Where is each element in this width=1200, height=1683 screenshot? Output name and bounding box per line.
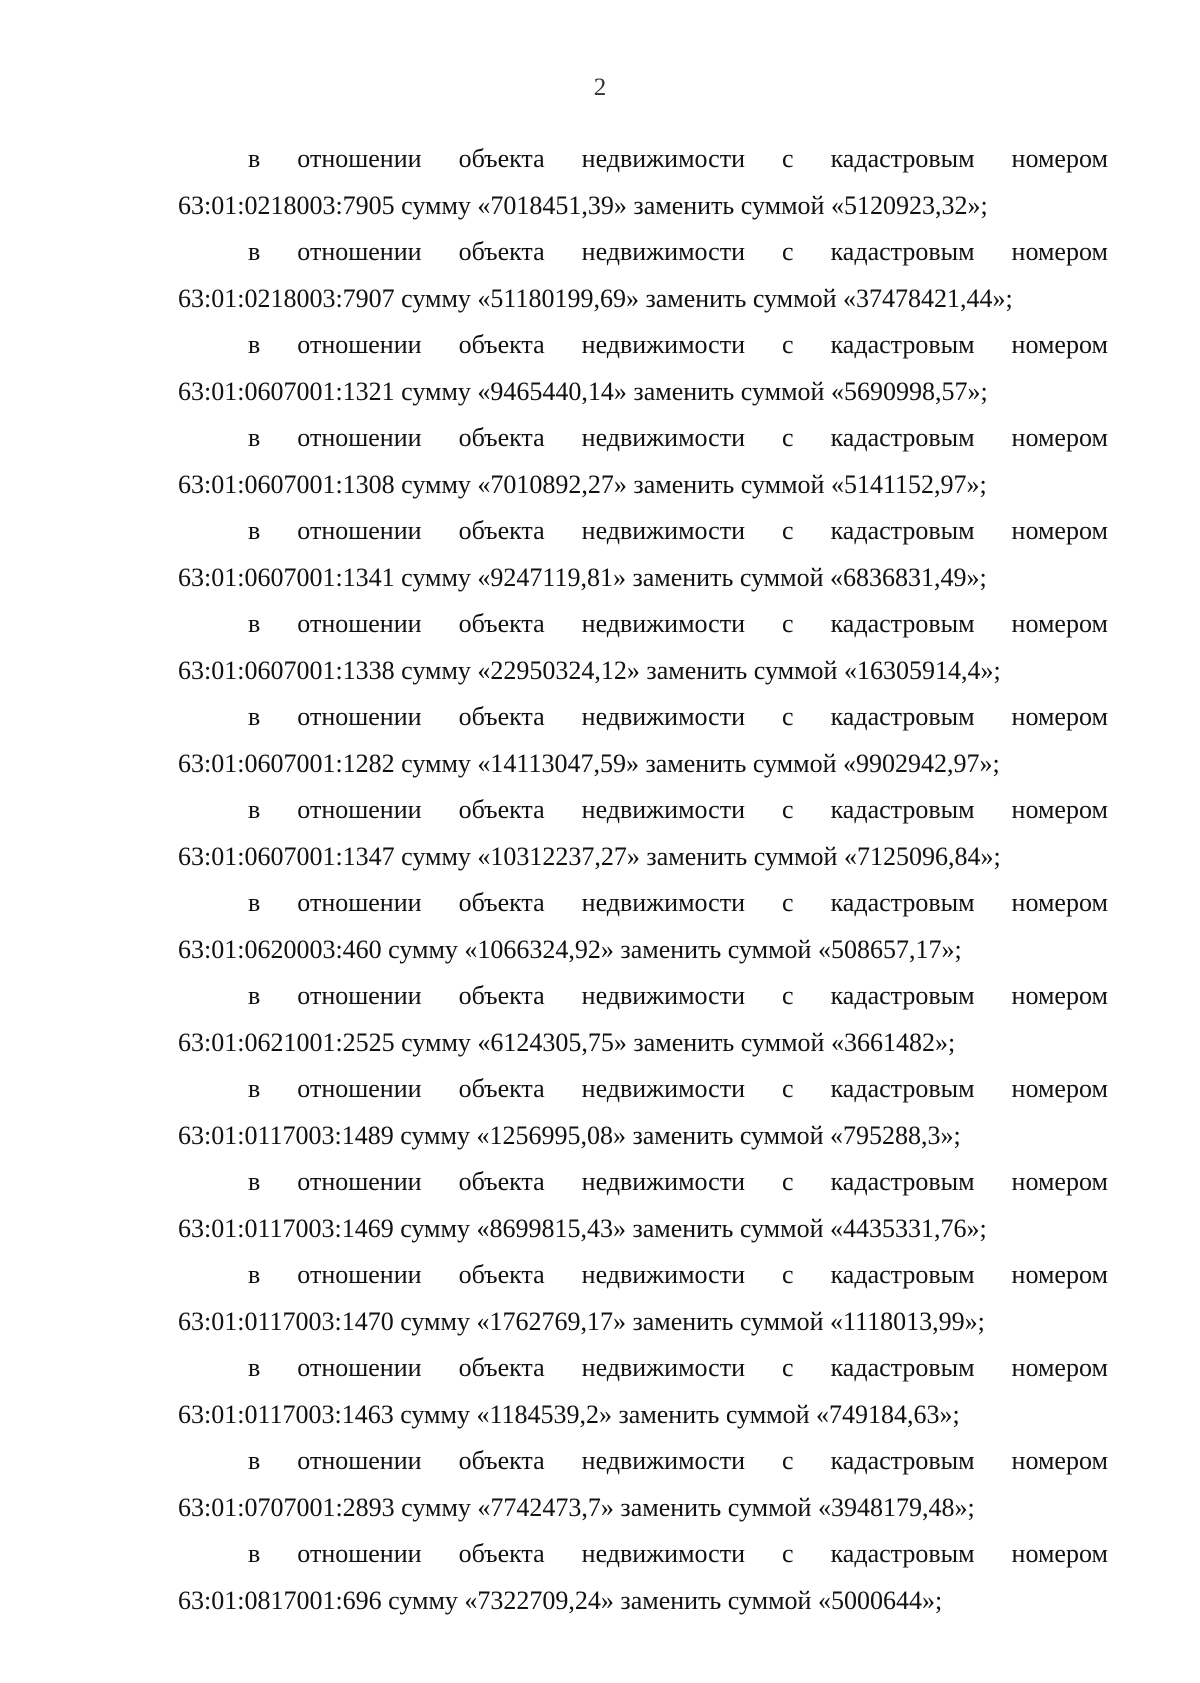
intro-word: объекта (458, 795, 545, 824)
intro-word: в (248, 516, 261, 545)
intro-word: с (782, 1074, 794, 1103)
intro-word: объекта (458, 1353, 545, 1382)
entry-detail-line: 63:01:0218003:7905 сумму «7018451,39» заменить суммой «5120923,32»; (178, 190, 988, 220)
intro-word: отношении (297, 330, 422, 359)
intro-word: недвижимости (581, 1260, 745, 1289)
list-item (178, 601, 1108, 694)
intro-word: кадастровым (830, 237, 975, 266)
list-item (178, 322, 1108, 415)
intro-word: отношении (297, 237, 422, 266)
intro-word: объекта (458, 423, 545, 452)
intro-word: недвижимости (581, 1167, 745, 1196)
entry-detail-line: 63:01:0607001:1282 сумму «14113047,59» заменить суммой «9902942,97»; (178, 748, 1000, 778)
intro-word: в (248, 1074, 261, 1103)
intro-word: в (248, 1446, 261, 1475)
intro-word: объекта (458, 888, 545, 917)
intro-word: номером (1011, 795, 1108, 824)
intro-word: недвижимости (581, 237, 745, 266)
intro-word: отношении (297, 609, 422, 638)
intro-word: в (248, 330, 261, 359)
amendment-list (178, 136, 1108, 1624)
entry-intro-line (178, 973, 1108, 1020)
entry-intro-line (178, 787, 1108, 834)
intro-word: кадастровым (830, 702, 975, 731)
intro-word: в (248, 1167, 261, 1196)
intro-word: недвижимости (581, 330, 745, 359)
intro-word: с (782, 1539, 794, 1568)
intro-word: недвижимости (581, 423, 745, 452)
intro-word: отношении (297, 981, 422, 1010)
intro-word: номером (1011, 702, 1108, 731)
entry-intro-line (178, 322, 1108, 369)
intro-word: номером (1011, 1260, 1108, 1289)
entry-detail-line: 63:01:0707001:2893 сумму «7742473,7» заменить суммой «3948179,48»; (178, 1492, 975, 1522)
list-item (178, 694, 1108, 787)
intro-word: объекта (458, 1260, 545, 1289)
intro-word: с (782, 330, 794, 359)
entry-intro-line (178, 1252, 1108, 1299)
intro-word: кадастровым (830, 1353, 975, 1382)
intro-word: номером (1011, 1446, 1108, 1475)
intro-word: в (248, 795, 261, 824)
intro-word: отношении (297, 1353, 422, 1382)
entry-intro-line (178, 1438, 1108, 1485)
list-item (178, 787, 1108, 880)
intro-word: с (782, 702, 794, 731)
intro-word: с (782, 1446, 794, 1475)
intro-word: номером (1011, 423, 1108, 452)
entry-detail-line: 63:01:0117003:1469 сумму «8699815,43» заменить суммой «4435331,76»; (178, 1213, 987, 1243)
intro-word: номером (1011, 888, 1108, 917)
intro-word: объекта (458, 1074, 545, 1103)
intro-word: отношении (297, 1167, 422, 1196)
entry-intro-line (178, 136, 1108, 183)
intro-word: номером (1011, 1353, 1108, 1382)
intro-word: кадастровым (830, 330, 975, 359)
intro-word: в (248, 888, 261, 917)
list-item (178, 880, 1108, 973)
intro-word: кадастровым (830, 609, 975, 638)
intro-word: кадастровым (830, 516, 975, 545)
intro-word: в (248, 237, 261, 266)
intro-word: недвижимости (581, 1539, 745, 1568)
list-item (178, 508, 1108, 601)
intro-word: в (248, 423, 261, 452)
list-item (178, 1345, 1108, 1438)
intro-word: с (782, 609, 794, 638)
intro-word: в (248, 144, 261, 173)
intro-word: номером (1011, 1539, 1108, 1568)
intro-word: отношении (297, 1074, 422, 1103)
intro-word: кадастровым (830, 423, 975, 452)
list-item (178, 136, 1108, 229)
intro-word: номером (1011, 144, 1108, 173)
intro-word: с (782, 1167, 794, 1196)
entry-intro-line (178, 415, 1108, 462)
intro-word: в (248, 981, 261, 1010)
entry-detail-line: 63:01:0117003:1470 сумму «1762769,17» заменить суммой «1118013,99»; (178, 1306, 985, 1336)
intro-word: кадастровым (830, 1167, 975, 1196)
intro-word: объекта (458, 516, 545, 545)
entry-intro-line (178, 1345, 1108, 1392)
entry-intro-line (178, 880, 1108, 927)
intro-word: объекта (458, 702, 545, 731)
entry-detail-line: 63:01:0817001:696 сумму «7322709,24» заменить суммой «5000644»; (178, 1585, 943, 1615)
intro-word: недвижимости (581, 702, 745, 731)
entry-detail-line: 63:01:0620003:460 сумму «1066324,92» заменить суммой «508657,17»; (178, 934, 962, 964)
entry-detail-line: 63:01:0607001:1341 сумму «9247119,81» заменить суммой «6836831,49»; (178, 562, 987, 592)
entry-intro-line (178, 694, 1108, 741)
intro-word: кадастровым (830, 981, 975, 1010)
list-item (178, 415, 1108, 508)
intro-word: номером (1011, 609, 1108, 638)
intro-word: в (248, 702, 261, 731)
intro-word: кадастровым (830, 888, 975, 917)
intro-word: недвижимости (581, 1446, 745, 1475)
intro-word: с (782, 981, 794, 1010)
list-item (178, 229, 1108, 322)
list-item (178, 1159, 1108, 1252)
intro-word: недвижимости (581, 981, 745, 1010)
intro-word: недвижимости (581, 1074, 745, 1103)
intro-word: кадастровым (830, 1446, 975, 1475)
intro-word: объекта (458, 1167, 545, 1196)
intro-word: объекта (458, 330, 545, 359)
entry-intro-line (178, 601, 1108, 648)
intro-word: с (782, 516, 794, 545)
entry-detail-line: 63:01:0607001:1347 сумму «10312237,27» заменить суммой «7125096,84»; (178, 841, 1001, 871)
intro-word: с (782, 237, 794, 266)
intro-word: с (782, 795, 794, 824)
intro-word: недвижимости (581, 888, 745, 917)
intro-word: отношении (297, 1260, 422, 1289)
intro-word: объекта (458, 609, 545, 638)
intro-word: кадастровым (830, 1074, 975, 1103)
intro-word: объекта (458, 1446, 545, 1475)
intro-word: отношении (297, 423, 422, 452)
intro-word: недвижимости (581, 144, 745, 173)
intro-word: кадастровым (830, 144, 975, 173)
intro-word: в (248, 1260, 261, 1289)
intro-word: в (248, 1539, 261, 1568)
entry-detail-line: 63:01:0621001:2525 сумму «6124305,75» заменить суммой «3661482»; (178, 1027, 956, 1057)
list-item (178, 1438, 1108, 1531)
intro-word: в (248, 609, 261, 638)
intro-word: в (248, 1353, 261, 1382)
intro-word: отношении (297, 1539, 422, 1568)
intro-word: недвижимости (581, 609, 745, 638)
intro-word: отношении (297, 888, 422, 917)
intro-word: объекта (458, 237, 545, 266)
intro-word: номером (1011, 516, 1108, 545)
intro-word: объекта (458, 1539, 545, 1568)
intro-word: отношении (297, 702, 422, 731)
entry-intro-line (178, 1066, 1108, 1113)
intro-word: с (782, 888, 794, 917)
intro-word: недвижимости (581, 795, 745, 824)
list-item (178, 1066, 1108, 1159)
list-item (178, 1252, 1108, 1345)
page-number: 2 (593, 74, 607, 101)
intro-word: с (782, 144, 794, 173)
intro-word: недвижимости (581, 1353, 745, 1382)
entry-intro-line (178, 1531, 1108, 1578)
intro-word: с (782, 1260, 794, 1289)
intro-word: номером (1011, 981, 1108, 1010)
intro-word: номером (1011, 1074, 1108, 1103)
intro-word: номером (1011, 237, 1108, 266)
intro-word: объекта (458, 981, 545, 1010)
intro-word: с (782, 1353, 794, 1382)
entry-detail-line: 63:01:0218003:7907 сумму «51180199,69» заменить суммой «37478421,44»; (178, 283, 1013, 313)
intro-word: номером (1011, 1167, 1108, 1196)
entry-detail-line: 63:01:0117003:1489 сумму «1256995,08» заменить суммой «795288,3»; (178, 1120, 961, 1150)
entry-detail-line: 63:01:0117003:1463 сумму «1184539,2» заменить суммой «749184,63»; (178, 1399, 960, 1429)
intro-word: кадастровым (830, 795, 975, 824)
intro-word: отношении (297, 516, 422, 545)
list-item (178, 973, 1108, 1066)
intro-word: отношении (297, 144, 422, 173)
entry-detail-line: 63:01:0607001:1321 сумму «9465440,14» заменить суммой «5690998,57»; (178, 376, 988, 406)
intro-word: кадастровым (830, 1260, 975, 1289)
intro-word: номером (1011, 330, 1108, 359)
intro-word: объекта (458, 144, 545, 173)
list-item (178, 1531, 1108, 1624)
intro-word: отношении (297, 1446, 422, 1475)
intro-word: недвижимости (581, 516, 745, 545)
entry-intro-line (178, 229, 1108, 276)
entry-detail-line: 63:01:0607001:1338 сумму «22950324,12» заменить суммой «16305914,4»; (178, 655, 1001, 685)
entry-intro-line (178, 1159, 1108, 1206)
intro-word: с (782, 423, 794, 452)
entry-intro-line (178, 508, 1108, 555)
intro-word: кадастровым (830, 1539, 975, 1568)
entry-detail-line: 63:01:0607001:1308 сумму «7010892,27» заменить суммой «5141152,97»; (178, 469, 987, 499)
intro-word: отношении (297, 795, 422, 824)
